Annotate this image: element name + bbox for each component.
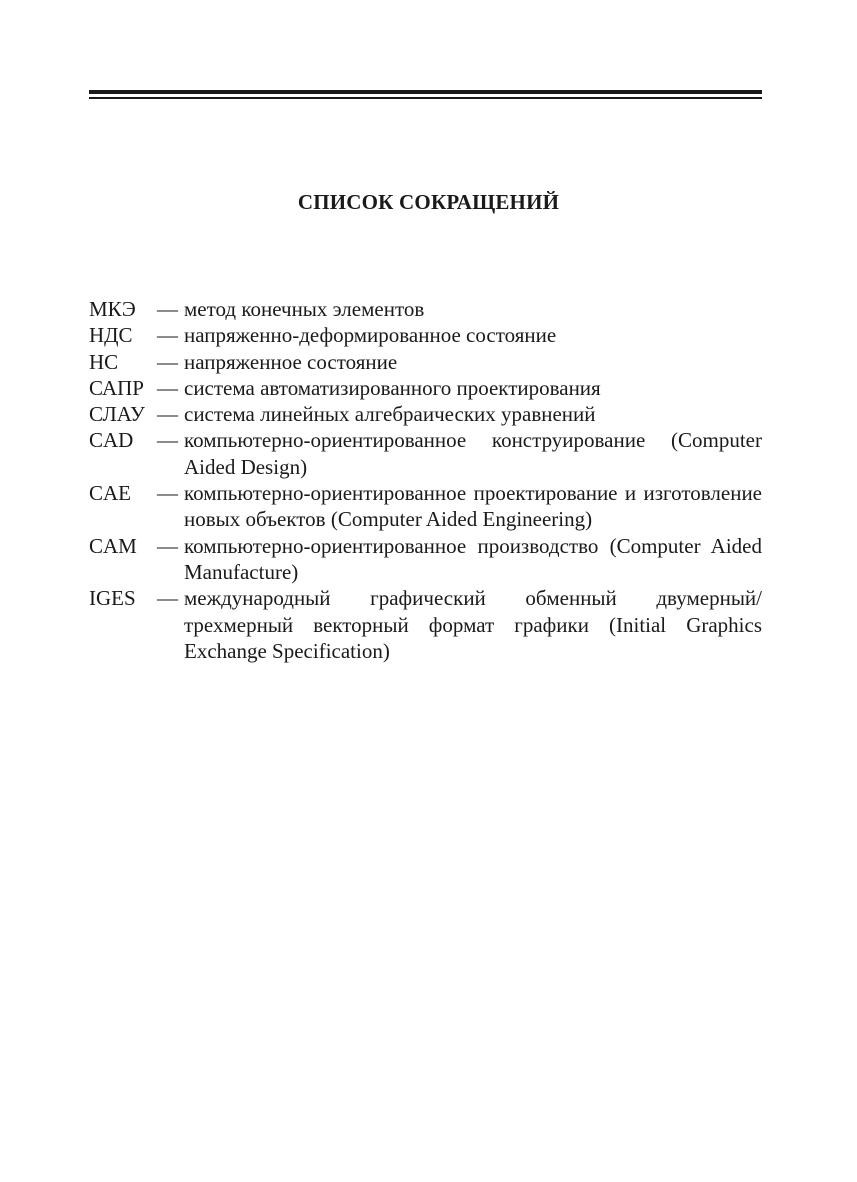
definition: международный графический обменный двумерный/трехмерный векторный формат графики (Initial Graphics Exchange Specification): [184, 586, 762, 663]
list-item: [89, 585, 762, 664]
list-item: [89, 296, 762, 322]
abbreviation: CAD: [89, 428, 134, 453]
abbreviation: CAE: [89, 481, 131, 506]
list-item: [89, 533, 762, 586]
definition: компьютерно-ориентированное проектирование и изготовление новых объектов (Computer Aided Engineering): [184, 481, 762, 532]
list-item: [89, 427, 762, 480]
dash: —: [157, 481, 178, 506]
abbreviation-list: [89, 296, 762, 664]
definition: компьютерно-ориентированное конструирование (Computer Aided Design): [184, 428, 762, 479]
list-item: [89, 401, 762, 427]
dash: —: [157, 349, 178, 374]
dash: —: [157, 402, 178, 427]
abbreviation: СЛАУ: [89, 402, 145, 427]
top-rule-thin: [89, 97, 762, 99]
list-item: [89, 349, 762, 375]
definition: система автоматизированного проектирования: [184, 375, 601, 400]
definition: компьютерно-ориентированное производство (Computer Aided Manufacture): [184, 533, 762, 584]
top-rule-thick: [89, 90, 762, 94]
abbreviation: НС: [89, 349, 119, 374]
abbreviation: CAM: [89, 533, 137, 558]
definition: система линейных алгебраических уравнений: [184, 402, 596, 427]
dash: —: [157, 586, 178, 611]
dash: —: [157, 323, 178, 348]
abbreviation: IGES: [89, 586, 136, 611]
abbreviation: НДС: [89, 323, 133, 348]
abbreviation: САПР: [89, 375, 144, 400]
dash: —: [157, 533, 178, 558]
list-item: [89, 322, 762, 348]
definition: напряженное состояние: [184, 349, 398, 374]
dash: —: [157, 375, 178, 400]
dash: —: [157, 297, 178, 321]
list-item: [89, 375, 762, 401]
definition: напряженно-деформированное состояние: [184, 323, 557, 348]
abbreviation: МКЭ: [89, 297, 136, 321]
definition: метод конечных элементов: [184, 297, 425, 321]
page-title: СПИСОК СОКРАЩЕНИЙ: [297, 190, 560, 214]
dash: —: [157, 428, 178, 453]
list-item: [89, 480, 762, 533]
